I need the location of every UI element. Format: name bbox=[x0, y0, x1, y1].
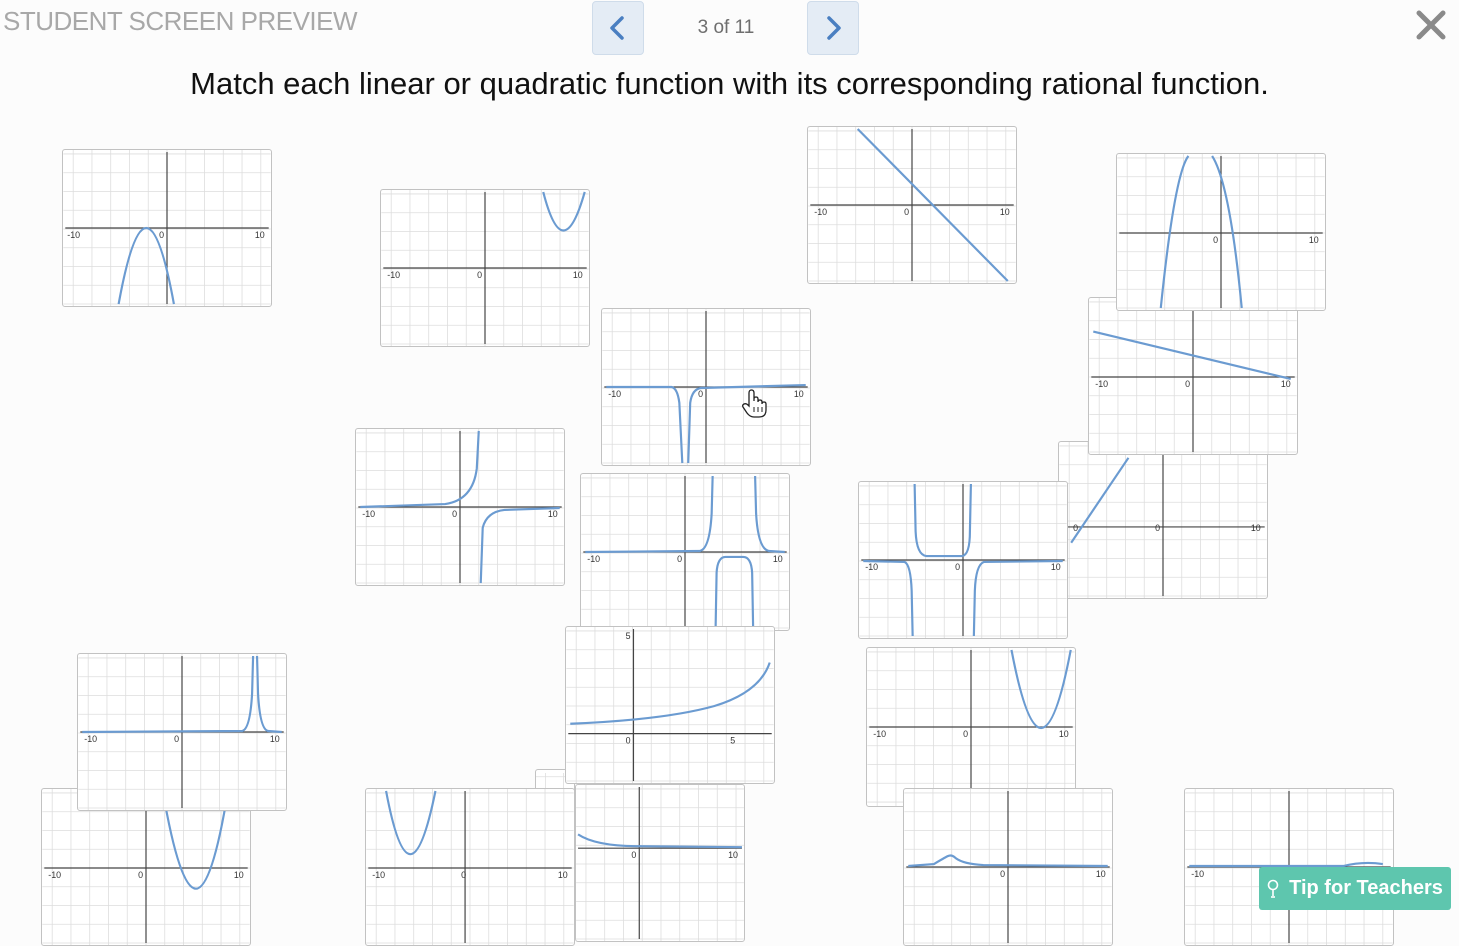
origin-label: 0 bbox=[631, 850, 637, 861]
graph-card-linear-rising[interactable] bbox=[1058, 441, 1268, 599]
graph-card-linear-decreasing-steep[interactable] bbox=[807, 126, 1017, 284]
x-min-label: -10 bbox=[873, 728, 887, 739]
graph-card-quadratic-bottom-left[interactable] bbox=[41, 788, 251, 946]
x-max-label: 10 bbox=[728, 850, 739, 861]
origin-label: 0 bbox=[625, 735, 631, 746]
x-min-label: -10 bbox=[67, 229, 81, 240]
lightbulb-icon bbox=[1267, 879, 1279, 899]
origin-label: 0 bbox=[904, 206, 910, 217]
next-screen-button[interactable] bbox=[807, 1, 859, 55]
graph-card-rational-bucket[interactable] bbox=[580, 473, 790, 631]
x-max-label: 10 bbox=[793, 388, 804, 399]
graph-card-rational-upward-bucket[interactable] bbox=[858, 481, 1068, 639]
x-max-label: 10 bbox=[557, 869, 568, 880]
origin-label: 0 bbox=[698, 388, 704, 399]
x-max-label: 10 bbox=[233, 869, 244, 880]
x-max-label: 10 bbox=[1095, 868, 1106, 879]
page-indicator: 3 of 11 bbox=[697, 17, 755, 38]
x-min-label: -10 bbox=[865, 561, 879, 572]
graph-card-quadratic-upward-center[interactable] bbox=[866, 647, 1076, 807]
origin-label: 0 bbox=[461, 869, 467, 880]
hand-pointer-cursor-icon bbox=[741, 389, 767, 419]
origin-label: 0 bbox=[1155, 522, 1161, 533]
graph-card-rational-decay[interactable] bbox=[575, 784, 745, 942]
x-max-label: 10 bbox=[254, 229, 265, 240]
close-x-icon bbox=[1414, 8, 1448, 42]
x-max-label: 10 bbox=[547, 508, 558, 519]
graph-card-quadratic-downward[interactable] bbox=[62, 149, 272, 307]
x-max-label: 10 bbox=[999, 206, 1010, 217]
origin-label: 0 bbox=[1000, 868, 1006, 879]
x-min-label: -10 bbox=[587, 553, 601, 564]
origin-label: 0 bbox=[963, 728, 969, 739]
graph-card-quadratic-left[interactable] bbox=[365, 788, 575, 946]
x-min-label: -10 bbox=[372, 869, 386, 880]
origin-label: 0 bbox=[477, 269, 483, 280]
origin-label: 0 bbox=[452, 508, 458, 519]
x-max-label: 10 bbox=[772, 553, 783, 564]
x-min-label: -10 bbox=[84, 733, 98, 744]
origin-label: 0 bbox=[1185, 378, 1191, 389]
origin-label: 0 bbox=[159, 229, 165, 240]
chevron-right-icon bbox=[822, 15, 844, 41]
previous-screen-button[interactable] bbox=[592, 1, 644, 55]
x-max-label: 10 bbox=[1280, 378, 1291, 389]
graph-card-rational-hyperbola[interactable] bbox=[355, 428, 565, 586]
origin-label: 0 bbox=[955, 561, 961, 572]
graph-card-rational-double-spike[interactable] bbox=[601, 308, 811, 466]
close-preview-button[interactable] bbox=[1414, 8, 1448, 42]
x-min-label: -10 bbox=[814, 206, 828, 217]
x-max-label: 10 bbox=[572, 269, 583, 280]
x-min-label: 0 bbox=[1073, 522, 1079, 533]
graph-card-quadratic-upward-right[interactable] bbox=[380, 189, 590, 347]
x-max-label: 10 bbox=[1058, 728, 1069, 739]
tip-for-teachers-button[interactable] bbox=[1259, 867, 1451, 910]
x-max-label: 10 bbox=[1050, 561, 1061, 572]
chevron-left-icon bbox=[607, 15, 629, 41]
x-min-label: -10 bbox=[387, 269, 401, 280]
x-min-label: -10 bbox=[48, 869, 62, 880]
origin-label: 0 bbox=[138, 869, 144, 880]
x-max-label: 10 bbox=[1250, 522, 1261, 533]
student-screen-preview-label: STUDENT SCREEN PREVIEW bbox=[3, 6, 358, 36]
tip-for-teachers-label: Tip for Teachers bbox=[1289, 877, 1443, 899]
graph-card-rational-single-spike[interactable] bbox=[77, 653, 287, 811]
graph-card-exponential[interactable] bbox=[565, 626, 775, 784]
origin-label: 0 bbox=[174, 733, 180, 744]
x-max-label: 5 bbox=[730, 735, 736, 746]
graph-card-linear-decreasing-shallow[interactable] bbox=[1088, 297, 1298, 455]
y-max-label: 5 bbox=[625, 630, 631, 641]
graph-card-quadratic-narrow[interactable] bbox=[1116, 153, 1326, 311]
x-max-label: 10 bbox=[1308, 234, 1319, 245]
x-min-label: -10 bbox=[608, 388, 622, 399]
origin-label: 0 bbox=[1213, 234, 1219, 245]
x-min-label: -10 bbox=[1095, 378, 1109, 389]
graph-card-rational-bump[interactable] bbox=[903, 788, 1113, 946]
x-min-label: -10 bbox=[1191, 868, 1205, 879]
x-min-label: -10 bbox=[362, 508, 376, 519]
origin-label: 0 bbox=[677, 553, 683, 564]
instruction-text: Match each linear or quadratic function with its corresponding rational function. bbox=[190, 66, 1269, 101]
x-max-label: 10 bbox=[269, 733, 280, 744]
